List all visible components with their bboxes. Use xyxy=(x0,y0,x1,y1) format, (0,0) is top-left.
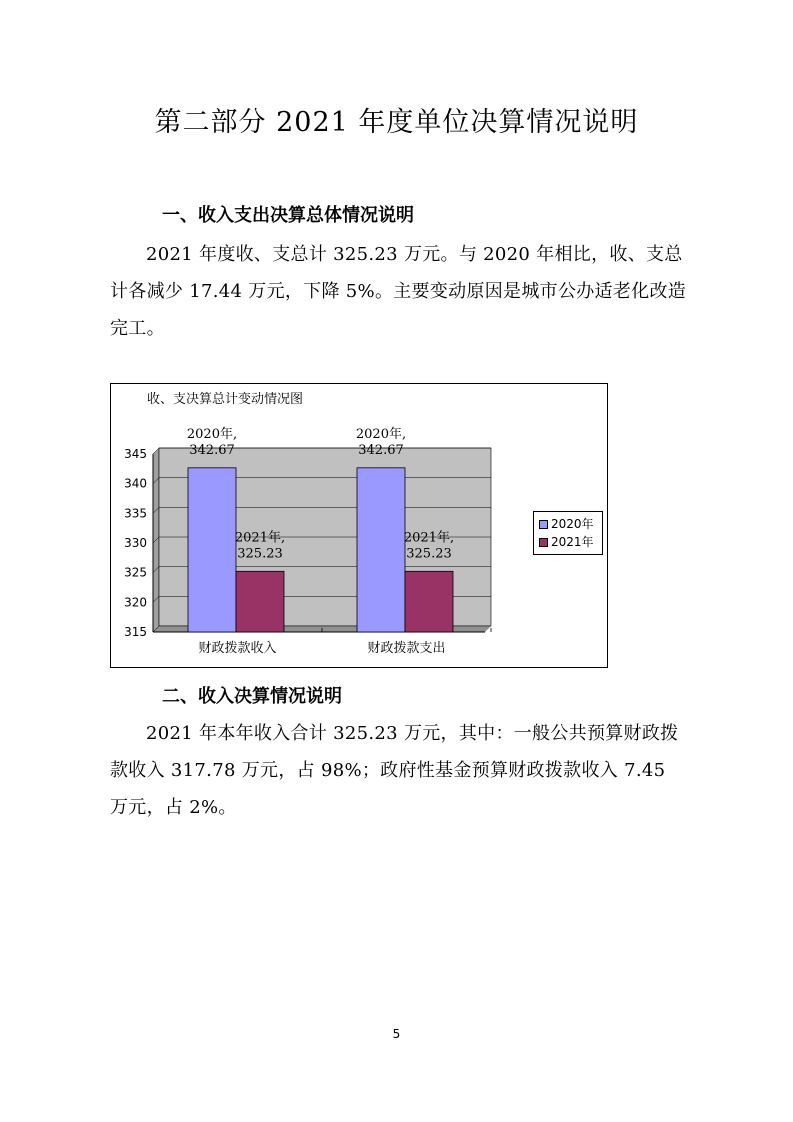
data-label-1-0: 2021年, 325.23 xyxy=(234,530,286,562)
section-heading-overall: 一、收入支出决算总体情况说明 xyxy=(162,205,414,226)
section-heading-income: 二、收入决算情况说明 xyxy=(162,686,342,707)
page-title: 第二部分 2021 年度单位决算情况说明 xyxy=(154,107,639,138)
section-paragraph-income: 2021 年本年收入合计 325.23 万元，其中：一般公共预算财政拨款收入 317.78 万元，占 98%；政府性基金预算财政拨款收入 7.45 万元，占 2%。 xyxy=(110,723,679,818)
x-category-label-0: 财政拨款收入 xyxy=(198,641,277,656)
data-label-0-0: 2020年, 342.67 xyxy=(186,426,238,458)
y-tick-label-5: 340 xyxy=(124,476,147,491)
bar-0-0 xyxy=(188,468,236,632)
legend-item-2021 xyxy=(539,534,594,550)
x-category-label-1: 财政拨款支出 xyxy=(367,641,446,656)
bar-1-1 xyxy=(405,571,453,632)
legend-swatch-2020 xyxy=(539,520,548,529)
bar-0-1 xyxy=(357,468,405,632)
chart-legend xyxy=(533,511,603,555)
legend-label-2020: 2020年 xyxy=(551,517,594,531)
page-number: 5 xyxy=(392,1027,401,1041)
legend-swatch-2021 xyxy=(539,538,548,547)
y-tick-label-2: 325 xyxy=(124,565,147,580)
y-tick-label-6: 345 xyxy=(124,447,147,461)
chart-container xyxy=(110,383,608,668)
data-label-1-1: 2021年, 325.23 xyxy=(403,530,455,562)
y-tick-label-4: 335 xyxy=(124,506,147,521)
chart-title: 收、支决算总计变动情况图 xyxy=(147,392,304,407)
legend-label-2021: 2021年 xyxy=(551,535,594,549)
data-label-0-1: 2020年, 342.67 xyxy=(355,426,407,458)
legend-item-2020 xyxy=(539,516,594,532)
y-tick-label-3: 330 xyxy=(124,536,147,550)
y-tick-label-0: 315 xyxy=(124,625,147,639)
y-tick-label-1: 320 xyxy=(124,595,147,610)
section-paragraph-overall: 2021 年度收、支总计 325.23 万元。与 2020 年相比，收、支总计各减少 17.44 万元，下降 5%。主要变动原因是城市公办适老化改造完工。 xyxy=(110,244,687,339)
bar-1-0 xyxy=(236,571,284,632)
